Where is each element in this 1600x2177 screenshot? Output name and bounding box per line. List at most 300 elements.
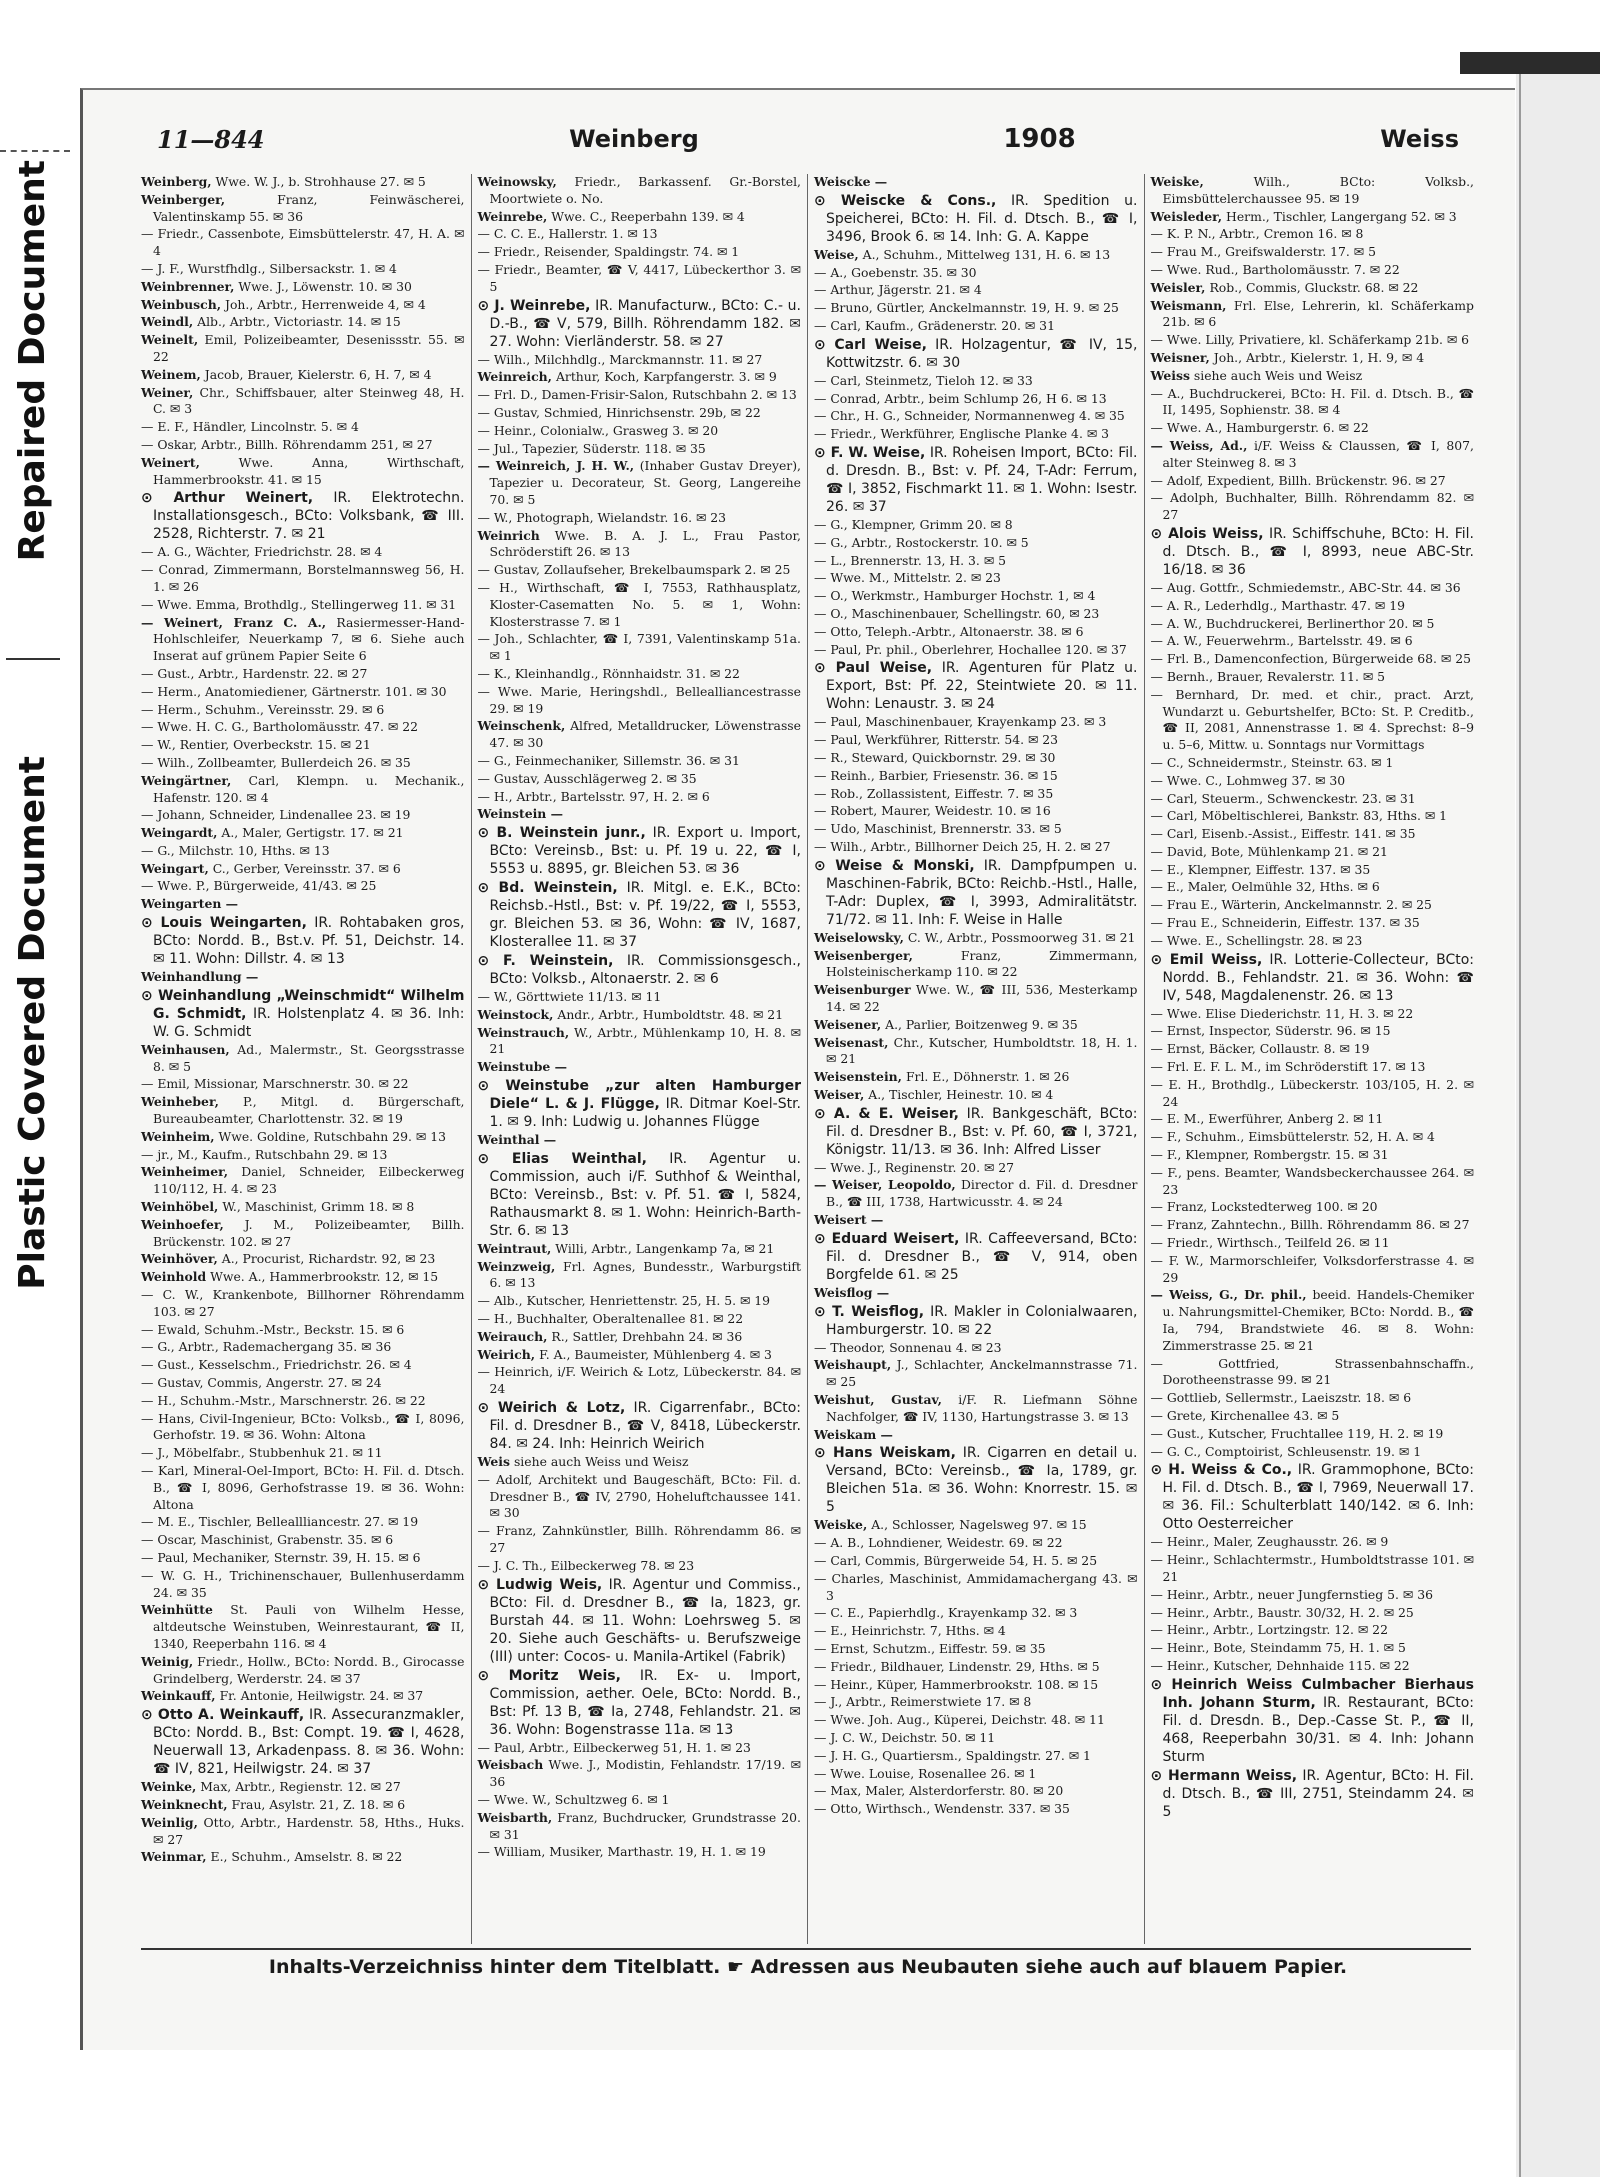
entry-text: — H., Arbtr., Bartelsstr. 97, H. 2. ✉ 6 (477, 788, 710, 804)
entry-text: — Wwe. J., Reginenstr. 20. ✉ 27 (814, 1159, 1015, 1175)
directory-entry (1151, 791, 1475, 808)
entry-name: Weinstock, (477, 1006, 554, 1022)
directory-entry (1151, 280, 1475, 297)
entry-text: — Heinr., Kutscher, Dehnhaide 115. ✉ 22 (1150, 1657, 1410, 1673)
directory-entry (478, 1059, 802, 1076)
entry-name: ⊙ Weirich & Lotz, (477, 1400, 626, 1417)
entry-text: — Hans, Civil-Ingenieur, BCto: Volksb., ☎ I, 8096, Gerhofstr. 19. ✉ 36. Wohn: Altona (141, 1410, 465, 1443)
entry-text: IR. Commissionsgesch., BCto: Volksb., Altonaerstr. 2. ✉ 6 (489, 953, 801, 988)
entry-text: A., Parlier, Boitzenweg 9. ✉ 35 (885, 1016, 1078, 1032)
directory-entry (141, 1287, 465, 1321)
entry-text: — Franz, Zahnkünstler, Billh. Röhrendamm 86. ✉ 27 (477, 1523, 801, 1556)
entry-name: Weisenast, (814, 1034, 889, 1050)
entry-name: Weisbarth, (477, 1809, 553, 1825)
entry-text: — Bruno, Gürtler, Anckelmannstr. 19, H. 9. ✉ 25 (814, 300, 1119, 316)
directory-entry (478, 1667, 802, 1739)
directory-entry (141, 314, 465, 331)
year: 1908 (1003, 124, 1076, 154)
directory-entry (814, 336, 1138, 372)
entry-text: — Gottfried, Strassenbahnschaffn., Dorotheenstrasse 99. ✉ 21 (1150, 1355, 1474, 1388)
entry-name: ⊙ Weinstube „zur alten Hamburger Diele“ L. & J. Flügge, (477, 1078, 801, 1113)
entry-text: — Friedr., Bildhauer, Lindenstr. 29, Hths. ✉ 5 (814, 1658, 1100, 1674)
directory-entry (141, 192, 465, 226)
directory-entry (1151, 525, 1475, 579)
entry-text: Daniel, Schneider, Eilbeckerweg 110/112, H. 4. ✉ 23 (153, 1164, 465, 1197)
directory-entry (141, 737, 465, 754)
entry-text: — C. C. E., Hallerstr. 1. ✉ 13 (477, 226, 658, 242)
entry-text: siehe auch Weis und Weisz (1193, 367, 1363, 383)
entry-text: Joh., Arbtr., Herrenweide 4, ✉ 4 (224, 296, 426, 312)
entry-name: Weinrich (477, 527, 540, 543)
directory-entry (478, 1150, 802, 1240)
entry-text: — Friedr., Cassenbote, Eimsbüttelerstr. 47, H. A. ✉ 4 (141, 226, 465, 259)
entry-text: — F. W., Marmorschleifer, Volksdorferstrasse 4. ✉ 29 (1150, 1252, 1474, 1285)
entry-text: — F., Schuhm., Eimsbüttelerstr. 52, H. A. ✉ 4 (1150, 1129, 1435, 1145)
entry-text: — M. E., Tischler, Belleallliancestr. 27. ✉ 19 (141, 1514, 419, 1530)
entry-text: IR. Rohtabaken gros, BCto: Nordd. B., Bst.v. Pf. 51, Deichstr. 14. ✉ 11. Wohn: Dillstr. 4. ✉ 13 (153, 915, 465, 968)
directory-entry (1151, 1767, 1475, 1821)
entry-name: ⊙ A. & E. Weiser, (814, 1105, 959, 1122)
entry-name: Weinem, (141, 366, 201, 382)
entry-name: Weishut, Gustav, (814, 1392, 942, 1408)
entry-name: Weiscke — (814, 174, 888, 189)
directory-entry (141, 562, 465, 596)
directory-entry (814, 1087, 1138, 1104)
directory-entry (1151, 633, 1475, 650)
directory-entry (814, 1553, 1138, 1570)
entry-text: Frau, Asylstr. 21, Z. 18. ✉ 6 (231, 1796, 406, 1812)
entry-text: — Ernst, Schutzm., Eiffestr. 59. ✉ 35 (814, 1641, 1046, 1657)
entry-name: Weinke, (141, 1779, 197, 1795)
directory-entry (478, 952, 802, 988)
entry-text: — A. B., Lohndiener, Weidestr. 69. ✉ 22 (814, 1535, 1063, 1551)
entry-name: — Weiss, G., Dr. phil., (1150, 1287, 1307, 1303)
directory-entry (814, 1783, 1138, 1800)
directory-entry (814, 1659, 1138, 1676)
directory-entry (1151, 368, 1475, 385)
entry-text: Jacob, Brauer, Kielerstr. 6, H. 7, ✉ 4 (204, 366, 432, 382)
entry-text: — Charles, Maschinist, Ammidamachergang 43. ✉ 3 (814, 1570, 1138, 1603)
side-dash-line (0, 150, 70, 152)
directory-entry (814, 1694, 1138, 1711)
entry-text: — H., Schuhm.-Mstr., Marschnerstr. 26. ✉ 22 (141, 1392, 426, 1408)
entry-text: Rob., Commis, Gluckstr. 68. ✉ 22 (1209, 279, 1419, 295)
entry-text: — Arthur, Jägerstr. 21. ✉ 4 (814, 282, 982, 298)
entry-name: Weingarten — (141, 896, 239, 912)
directory-entry (1151, 1461, 1475, 1533)
directory-entry (141, 1550, 465, 1567)
entry-name: Weiner, (141, 384, 194, 400)
entry-text: — H., Wirthschaft, ☎ I, 7553, Rathhausplatz, Kloster-Casematten No. 5. ✉ 1, Wohn: Klosterstrasse 7. ✉ 1 (477, 579, 801, 629)
directory-entry (478, 1025, 802, 1059)
directory-entry (141, 702, 465, 719)
directory-entry (814, 517, 1138, 534)
entry-text: — Reinh., Barbier, Friesenstr. 36. ✉ 15 (814, 767, 1058, 783)
directory-entry (141, 843, 465, 860)
entry-text: Wilh., BCto: Volksb., Eimsbüttelerchaussee 95. ✉ 19 (1162, 174, 1474, 206)
entry-text: — Wilh., Zollbeamter, Bullerdeich 26. ✉ 35 (141, 754, 411, 770)
entry-text: i/F. R. Liefmann Söhne Nachfolger, ☎ IV, 1130, Hartungstrasse 3. ✉ 13 (826, 1392, 1138, 1424)
directory-entry (1151, 1658, 1475, 1675)
directory-entry (478, 423, 802, 440)
directory-entry (1151, 1006, 1475, 1023)
entry-name: Weisenberger, (814, 947, 913, 963)
directory-entry (1151, 1199, 1475, 1216)
directory-entry (141, 987, 465, 1041)
directory-entry (141, 878, 465, 895)
directory-entry (1151, 933, 1475, 950)
entry-text: — Adolf, Architekt und Baugeschäft, BCto: Fil. d. Dresdner B., ☎ IV, 2790, Hoheluftchaussee 141. ✉ 30 (477, 1471, 801, 1521)
scan-edge-right (1516, 74, 1600, 2177)
directory-entry (141, 1445, 465, 1462)
entry-name: Weinknecht, (141, 1796, 228, 1812)
directory-entry (141, 1654, 465, 1688)
directory-entry (478, 226, 802, 243)
directory-entry (478, 684, 802, 718)
entry-name: — Weinreich, J. H. W., (477, 458, 635, 474)
directory-entry (478, 718, 802, 752)
directory-entry (1151, 1023, 1475, 1040)
entry-text: — Wwe. P., Bürgerweide, 41/43. ✉ 25 (141, 878, 377, 894)
directory-entry (141, 684, 465, 701)
entry-text: W., Arbtr., Mühlenkamp 10, H. 8. ✉ 21 (489, 1024, 801, 1057)
directory-entry (814, 1748, 1138, 1765)
entry-name: Weingardt, (141, 825, 218, 841)
entry-text: — Wwe. Elise Diederichstr. 11, H. 3. ✉ 22 (1150, 1005, 1414, 1021)
directory-entry (478, 771, 802, 788)
entry-text: — Friedr., Werkführer, Englische Planke 4. ✉ 3 (814, 426, 1110, 442)
entry-text: — Ernst, Bäcker, Collaustr. 8. ✉ 19 (1150, 1041, 1370, 1057)
directory-entry (478, 1558, 802, 1575)
entry-text: — L., Brennerstr. 13, H. 3. ✉ 5 (814, 552, 1007, 568)
entry-name: Weinberg, (141, 174, 212, 189)
entry-text: — Paul, Maschinenbauer, Krayenkamp 23. ✉ 3 (814, 714, 1107, 730)
entry-text: — Wwe. A., Hamburgerstr. 6. ✉ 22 (1150, 420, 1369, 436)
entry-name: ⊙ Hermann Weiss, (1150, 1767, 1298, 1784)
directory-entry (1151, 1426, 1475, 1443)
scan-edge-line (1519, 74, 1521, 2177)
directory-entry (814, 426, 1138, 443)
entry-text: — Oscar, Maschinist, Grabenstr. 35. ✉ 6 (141, 1532, 394, 1548)
directory-entry (141, 261, 465, 278)
entry-name: ⊙ Eduard Weisert, (814, 1230, 960, 1247)
column-1 (135, 174, 472, 1944)
entry-text: Wwe. B. A. J. L., Frau Pastor, Schröderstift 26. ✉ 13 (489, 527, 801, 560)
entry-text: IR. Mitgl. e. E.K., BCto: Reichsb.-Hstl., Bst: v. Pf. 19/22, ☎ I, 5553, gr. Bleichen 53. ✉ 36, Wohn: ☎ IV, 1687, Klosterallee 11. ✉ 37 (489, 880, 802, 951)
entry-text: IR. Caffeeversand, BCto: Fil. d. Dresdner B., ☎ V, 914, oben Borgfelde 61. ✉ 25 (826, 1230, 1138, 1283)
footer-rule (141, 1948, 1471, 1950)
entry-text: — Gustav, Commis, Angerstr. 27. ✉ 24 (141, 1375, 382, 1391)
entry-text: — Heinr., Arbtr., Baustr. 30/32, H. 2. ✉ 25 (1150, 1604, 1414, 1620)
entry-text: — Alb., Kutscher, Henriettenstr. 25, H. 5. ✉ 19 (477, 1293, 771, 1309)
directory-entry (814, 1212, 1138, 1229)
directory-entry (141, 1411, 465, 1445)
entry-name: ⊙ J. Weinrebe, (477, 297, 591, 314)
entry-name: Weiske, (1150, 174, 1204, 189)
directory-entry (1151, 226, 1475, 243)
directory-entry (1151, 1147, 1475, 1164)
directory-page (80, 88, 1515, 2050)
directory-entry (814, 282, 1138, 299)
entry-text: — Frau E., Schneiderin, Eiffestr. 137. ✉ 35 (1150, 915, 1420, 931)
entry-name: Weisbach (477, 1757, 544, 1773)
entry-name: ⊙ Louis Weingarten, (141, 915, 307, 932)
entry-text: — Wwe. H. C. G., Bartholomäusstr. 47. ✉ 22 (141, 719, 418, 735)
entry-text: — Heinr., Bote, Steindamm 75, H. 1. ✉ 5 (1150, 1640, 1406, 1656)
directory-entry (814, 1517, 1138, 1534)
entry-text: — H., Buchhalter, Oberaltenallee 81. ✉ 22 (477, 1311, 744, 1327)
entry-text: — G., Arbtr., Rostockerstr. 10. ✉ 5 (814, 534, 1029, 550)
entry-text: IR. Holzagentur, ☎ IV, 15, Kottwitzstr. 6. ✉ 30 (826, 336, 1138, 371)
directory-entry (478, 1132, 802, 1149)
directory-entry (1151, 598, 1475, 615)
directory-entry (141, 279, 465, 296)
entry-text: — G. C., Comptoirist, Schleusenstr. 19. ✉ 1 (1150, 1443, 1422, 1459)
entry-name: Weiss (1150, 367, 1190, 383)
directory-entry (1151, 350, 1475, 367)
entry-text: — C., Schneidermstr., Steinstr. 63. ✉ 1 (1150, 754, 1394, 770)
entry-name: ⊙ Arthur Weinert, (141, 490, 314, 507)
entry-text: IR. Spedition u. Speicherei, BCto: H. Fil. d. Dtsch. B., ☎ I, 3496, Brook 6. ✉ 14. Inh: G. A. Kappe (826, 192, 1138, 245)
scan-edge-top (1460, 52, 1600, 74)
directory-entry (478, 441, 802, 458)
directory-entry (1151, 1111, 1475, 1128)
directory-entry (478, 209, 802, 226)
entry-name: ⊙ F. Weinstein, (477, 953, 614, 970)
entry-text: Herm., Tischler, Langergang 52. ✉ 3 (1226, 208, 1457, 224)
entry-name: Weinhöver, (141, 1251, 218, 1267)
entry-text: — A. W., Feuerwehrm., Bartelsstr. 49. ✉ 6 (1150, 633, 1413, 649)
entry-text: Fr. Antonie, Heilwigstr. 24. ✉ 37 (219, 1688, 424, 1704)
directory-entry (1151, 262, 1475, 279)
entry-text: — Paul, Mechaniker, Sternstr. 39, H. 15. ✉ 6 (141, 1549, 421, 1565)
entry-text: Arthur, Koch, Karpfangerstr. 3. ✉ 9 (555, 369, 777, 385)
entry-text: — Karl, Mineral-Oel-Import, BCto: H. Fil. d. Dtsch. B., ☎ I, 8096, Gerhofstrasse 19. ✉ 36. Wohn: Altona (141, 1463, 465, 1512)
entry-text: — A. W., Buchdruckerei, Berlinerthor 20. ✉ 5 (1150, 615, 1435, 631)
entry-text: — J. F., Wurstfhdlg., Silbersackstr. 1. ✉ 4 (141, 260, 397, 276)
directory-entry (814, 930, 1138, 947)
directory-entry (814, 1427, 1138, 1444)
entry-name: Weisleder, (1150, 208, 1223, 224)
entry-name: ⊙ H. Weiss & Co., (1150, 1462, 1293, 1479)
entry-name: Weinig, (141, 1653, 194, 1669)
entry-text: — W., Görttwiete 11/13. ✉ 11 (477, 989, 662, 1005)
directory-entry (141, 297, 465, 314)
entry-text: IR. Grammophone, BCto: H. Fil. d. Dtsch. B., ☎ I, 7969, Neuerwall 17. ✉ 36. Fil.: Schulterblatt 140/142. ✉ 6. Inh: Otto Oesterreicher (1162, 1462, 1475, 1533)
directory-entry (141, 489, 465, 543)
entry-text: — Carl, Commis, Bürgerweide 54, H. 5. ✉ 25 (814, 1553, 1098, 1569)
directory-entry (141, 1375, 465, 1392)
entry-text: — Paul, Werkführer, Ritterstr. 54. ✉ 23 (814, 732, 1059, 748)
entry-text: — Paul, Arbtr., Eilbeckerweg 51, H. 1. ✉ 23 (477, 1739, 751, 1755)
entry-text: J. M., Polizeibeamter, Billh. Brückenstr. 102. ✉ 27 (153, 1216, 465, 1249)
directory-entry (141, 666, 465, 683)
entry-text: — Rob., Zollassistent, Eiffestr. 7. ✉ 35 (814, 785, 1054, 801)
directory-entry (478, 580, 802, 630)
entry-name: Weinhold (141, 1269, 207, 1285)
directory-entry (141, 1779, 465, 1796)
directory-entry (814, 1069, 1138, 1086)
directory-entry (814, 803, 1138, 820)
directory-entry (478, 1399, 802, 1453)
directory-entry (1151, 1165, 1475, 1199)
repaired-document-label: Repaired Document (12, 160, 53, 562)
entry-text: Emil, Polizeibeamter, Desenissstr. 55. ✉ 22 (153, 332, 465, 364)
directory-entry (1151, 209, 1475, 226)
entry-text: — Gustav, Zollaufseher, Brekelbaumspark 2. ✉ 25 (477, 562, 791, 578)
directory-entry (478, 666, 802, 683)
entry-text: Wwe. J., Modistin, Fehlandstr. 17/19. ✉ 36 (489, 1757, 801, 1790)
directory-entry (141, 1797, 465, 1814)
entry-name: Weise, (814, 246, 859, 262)
entry-text: — Aug. Gottfr., Schmiedemstr., ABC-Str. 44. ✉ 36 (1150, 579, 1461, 595)
entry-text: — Ernst, Inspector, Süderstr. 96. ✉ 15 (1150, 1023, 1391, 1039)
entry-name: Weinert, (141, 454, 200, 470)
entry-text: C., Gerber, Vereinsstr. 37. ✉ 6 (212, 860, 401, 876)
entry-text: — Friedr., Beamter, ☎ V, 4417, Lübeckerthor 3. ✉ 5 (477, 261, 801, 294)
entry-text: — Wwe. Louise, Rosenallee 26. ✉ 1 (814, 1765, 1037, 1781)
directory-entry (478, 879, 802, 951)
entry-text: — Bernh., Brauer, Revalerstr. 11. ✉ 5 (1150, 668, 1386, 684)
entry-text: Frl. Else, Lehrerin, kl. Schäferkamp 21b. ✉ 6 (1162, 297, 1474, 330)
entry-text: — Jul., Tapezier, Süderstr. 118. ✉ 35 (477, 440, 706, 456)
entry-text: IR. Ditmar Koel-Str. 1. ✉ 9. Inh: Ludwig u. Johannes Flügge (489, 1096, 801, 1131)
entry-text: — E., Klempner, Eiffestr. 137. ✉ 35 (1150, 861, 1371, 877)
entry-name: Weinstein — (477, 806, 564, 822)
entry-text: IR. Lotterie-Collecteur, BCto: Nordd. B., Fehlandstr. 21. ✉ 36. Wohn: ☎ IV, 548, Magdalenenstr. 26. ✉ 13 (1162, 951, 1475, 1004)
directory-entry (141, 1568, 465, 1602)
directory-entry (141, 367, 465, 384)
directory-entry (141, 597, 465, 614)
entry-name: Weiske, (814, 1517, 868, 1533)
entry-text: — Udo, Maschinist, Brennerstr. 33. ✉ 5 (814, 821, 1062, 837)
directory-entry (478, 1576, 802, 1666)
directory-entry (814, 174, 1138, 191)
directory-entry (141, 437, 465, 454)
directory-entry (1151, 897, 1475, 914)
entry-name: Weismann, (1150, 297, 1227, 313)
entry-text: — Franz, Lockstedterweg 100. ✉ 20 (1150, 1199, 1378, 1215)
directory-entry (1151, 1640, 1475, 1657)
entry-text: — Adolf, Expedient, Billh. Brückenstr. 96. ✉ 27 (1150, 472, 1446, 488)
side-label-divider (6, 658, 60, 660)
entry-text: — E. H., Brothdlg., Lübeckerstr. 103/105, H. 2. ✉ 24 (1150, 1076, 1474, 1109)
directory-entry (814, 1677, 1138, 1694)
entry-name: Weindl, (141, 314, 194, 330)
entry-name: Weingärtner, (141, 772, 232, 788)
directory-entry (478, 806, 802, 823)
directory-entry (1151, 616, 1475, 633)
entry-text: — Conrad, Zimmermann, Borstelmannsweg 56, H. 1. ✉ 26 (141, 562, 465, 594)
entry-name: Weinowsky, (477, 174, 557, 189)
directory-entry (141, 1251, 465, 1268)
entry-text: — Gottlieb, Sellermstr., Laeiszstr. 18. ✉ 6 (1150, 1390, 1412, 1406)
directory-entry (478, 1007, 802, 1024)
entry-text: IR. Bankgeschäft, BCto: Fil. d. Dresdner B., Bst: v. Pf. 60, ☎ I, 3721, Königstr. 11/13. ✉ 36. Inh: Alfred Lisser (826, 1105, 1138, 1158)
directory-entry (141, 1217, 465, 1251)
entry-text: — Herm., Anatomiediener, Gärtnerstr. 101. ✉ 30 (141, 683, 447, 699)
entry-text: Wwe. W. J., b. Strohhause 27. ✉ 5 (215, 174, 426, 189)
directory-entry (1151, 580, 1475, 597)
entry-text: — Max, Maler, Alsterdorferstr. 80. ✉ 20 (814, 1783, 1064, 1799)
entry-text: — R., Steward, Quickbornstr. 29. ✉ 30 (814, 749, 1056, 765)
directory-entry (1151, 298, 1475, 332)
directory-entry (141, 1602, 465, 1652)
directory-entry (1151, 844, 1475, 861)
directory-entry (1151, 1552, 1475, 1586)
entry-text: — Emil, Missionar, Marschnerstr. 30. ✉ 22 (141, 1076, 409, 1092)
entry-name: ⊙ Elias Weinthal, (477, 1150, 647, 1167)
entry-text: — E. F., Händler, Lincolnstr. 5. ✉ 4 (141, 419, 359, 435)
entry-text: — Friedr., Wirthsch., Teilfeld 26. ✉ 11 (1150, 1235, 1390, 1251)
entry-name: Weisler, (1150, 279, 1206, 295)
entry-text: — F., pens. Beamter, Wandsbeckerchaussee 264. ✉ 23 (1150, 1164, 1474, 1197)
directory-entry (814, 606, 1138, 623)
directory-entry (814, 1766, 1138, 1783)
entry-text: — Gust., Kutscher, Fruchtallee 119, H. 2. ✉ 19 (1150, 1425, 1444, 1441)
entry-name: Weinhausen, (141, 1041, 230, 1057)
entry-text: — A., Goebenstr. 35. ✉ 30 (814, 264, 977, 280)
entry-name: Weinthal — (477, 1132, 557, 1148)
directory-entry (814, 1303, 1138, 1339)
directory-entry (814, 732, 1138, 749)
directory-entry (1151, 826, 1475, 843)
entry-name: Weiselowsky, (814, 929, 904, 945)
directory-entry (814, 714, 1138, 731)
directory-entry (478, 1740, 802, 1757)
directory-entry (478, 1077, 802, 1131)
entry-text: A., Schuhm., Mittelweg 131, H. 6. ✉ 13 (862, 246, 1111, 262)
entry-text: IR. Agentur und Commiss., BCto: Fil. d. Dresdner B., ☎ Ia, 1823, gr. Burstah 44. ✉ 11. Wohn: Loehrsweg 5. ✉ 20. Siehe auch Geschäfts- u. Berufszweige (III) unter: Cocos- u. Manila-Artikel (Fabrik) (489, 1576, 801, 1665)
entry-text: — J. H. G., Quartiersm., Spaldingstr. 27. ✉ 1 (814, 1747, 1091, 1763)
directory-entry (814, 1105, 1138, 1159)
entry-text: — A. G., Wächter, Friedrichstr. 28. ✉ 4 (141, 544, 383, 560)
directory-entry (141, 1815, 465, 1849)
entry-text: — Friedr., Reisender, Spaldingstr. 74. ✉ 1 (477, 244, 740, 260)
entry-text: Wwe. W., ☎ III, 536, Mesterkamp 14. ✉ 22 (826, 982, 1138, 1014)
directory-entry (478, 1364, 802, 1398)
entry-text: — Frl. E. F. L. M., im Schröderstift 17. ✉ 13 (1150, 1059, 1426, 1075)
entry-text: — Grete, Kirchenallee 43. ✉ 5 (1150, 1408, 1340, 1423)
entry-text: Franz, Feinwäscherei, Valentinskamp 55. ✉ 36 (153, 191, 465, 224)
entry-name: — Weiser, Leopoldo, (814, 1177, 956, 1193)
entry-text: Wwe. A., Hammerbrookstr. 12, ✉ 15 (210, 1269, 439, 1285)
directory-entry (141, 1164, 465, 1198)
directory-entry (1151, 386, 1475, 420)
directory-entry (478, 1241, 802, 1258)
entry-name: Weinstrauch, (477, 1024, 570, 1040)
entry-name: Weinbusch, (141, 296, 222, 312)
entry-text: — Gust., Arbtr., Hardenstr. 22. ✉ 27 (141, 665, 368, 681)
directory-entry (141, 1463, 465, 1513)
directory-entry (814, 821, 1138, 838)
directory-entry (1151, 1077, 1475, 1111)
entry-text: R., Sattler, Drehbahn 24. ✉ 36 (551, 1328, 743, 1344)
entry-name: ⊙ T. Weisflog, (814, 1303, 925, 1320)
directory-entry (814, 1730, 1138, 1747)
directory-entry (141, 1129, 465, 1146)
page-number: 11—844 (157, 124, 265, 154)
entry-text: beeid. Handels-Chemiker u. Nahrungsmittel-Chemiker, BCto: Nordd. B., ☎ Ia, 794, Brandstwiete 46. ✉ 8. Wohn: Zimmerstrasse 25. ✉ 21 (1162, 1287, 1474, 1353)
directory-entry (814, 553, 1138, 570)
directory-entry (141, 1339, 465, 1356)
entry-name: Weinheimer, (141, 1164, 229, 1180)
entry-text: — C. E., Papierhdlg., Krayenkamp 32. ✉ 3 (814, 1605, 1078, 1621)
entry-name: ⊙ B. Weinstein junr., (477, 825, 646, 842)
directory-entry (814, 570, 1138, 587)
directory-entry (1151, 808, 1475, 825)
entry-name: ⊙ Weinhandlung „Weinschmidt“ Wilhelm G. Schmidt, (141, 987, 465, 1022)
